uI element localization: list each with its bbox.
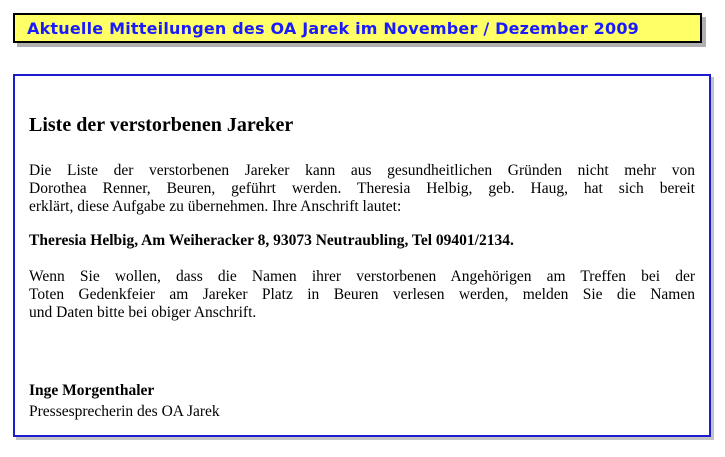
intro-line: erklärt, diese Aufgabe zu übernehmen. Ihre Anschrift lautet: xyxy=(29,198,402,215)
page-title: Aktuelle Mitteilungen des OA Jarek im November / Dezember 2009 xyxy=(27,19,640,38)
request-line: Toten Gedenkfeier am Jareker Platz in Beuren verlesen werden, melden Sie die Namen xyxy=(29,286,695,303)
request-line: Wenn Sie wollen, dass die Namen ihrer verstorbenen Angehörigen am Treffen bei der xyxy=(29,268,695,285)
announcement-panel xyxy=(13,74,711,437)
request-line: und Daten bitte bei obiger Anschrift. xyxy=(29,304,257,321)
intro-paragraph xyxy=(29,162,695,216)
signature-role: Pressesprecherin des OA Jarek xyxy=(29,403,220,420)
intro-line: Dorothea Renner, Beuren, geführt werden. Theresia Helbig, geb. Haug, hat sich bereit xyxy=(29,180,695,197)
header-banner xyxy=(13,13,702,43)
article-heading: Liste der verstorbenen Jareker xyxy=(29,114,294,136)
signature-name: Inge Morgenthaler xyxy=(29,382,155,399)
intro-line: Die Liste der verstorbenen Jareker kann aus gesundheitlichen Gründen nicht mehr von xyxy=(29,162,695,179)
contact-address: Theresia Helbig, Am Weiheracker 8, 93073 Neutraubling, Tel 09401/2134. xyxy=(29,232,514,249)
request-paragraph xyxy=(29,268,695,322)
